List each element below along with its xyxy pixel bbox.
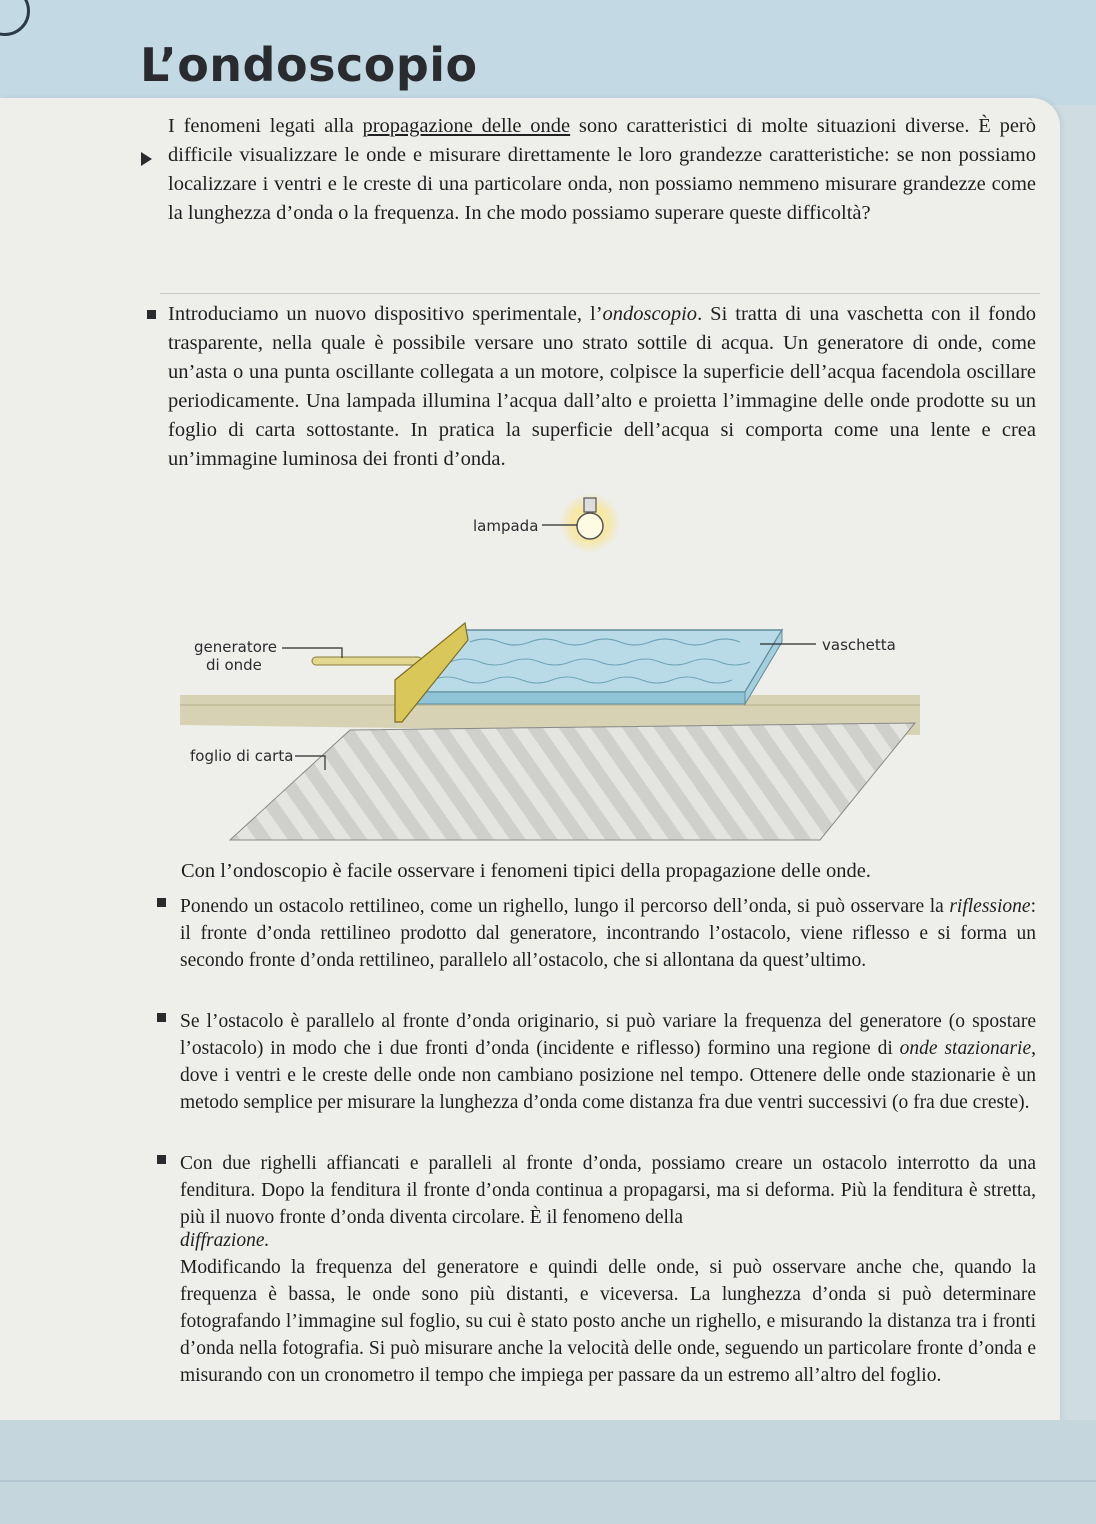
section-divider [160, 293, 1040, 294]
generator-rod [312, 657, 422, 665]
propagation-link[interactable]: propagazione delle onde [362, 115, 571, 137]
diffraction-paragraph: Con due righelli affiancati e paralleli al fronte d’onda, possiamo creare un ostacolo interrotto da una fenditura. Dopo la fenditura il fronte d’onda continua a propagarsi, ma si deforma. Più la fenditura è stretta, più il nuovo fronte d’onda diventa circolare. È il fenomeno della [180, 1153, 1036, 1228]
square-bullet-icon [157, 1155, 166, 1164]
intro-paragraph: I fenomeni legati alla propagazione delle onde sono caratteristici di molte situazioni diverse. È però difficile visualizzare le onde e misurare direttamente le loro grandezze caratteristiche: se non possiamo localizzare i ventri e le creste di una particolare onda, non possiamo nemmeno misurare grandezze come la lunghezza d’onda o la frequenza. In che modo possiamo superare queste difficoltà? [168, 115, 1037, 224]
triangle-bullet-icon [141, 152, 152, 166]
page-title: L’ondoscopio [140, 38, 478, 92]
label-di-onde: di onde [206, 656, 262, 674]
square-bullet-icon [147, 310, 156, 319]
square-bullet-icon [157, 898, 166, 907]
label-lampada: lampada [473, 517, 539, 535]
label-vaschetta: vaschetta [822, 636, 896, 654]
diffraction-term: diffrazione. [180, 1230, 270, 1251]
reflection-paragraph: Ponendo un ostacolo rettilineo, come un righello, lungo il percorso dell’onda, si può osservare la riflessione: il fronte d’onda rettilineo prodotto dal generatore, incontrando l’ostacolo, viene riflesso e si forma un secondo fronte d’onda rettilineo, parallelo all’ostacolo, che si allontana da quest’ultimo. [180, 896, 1036, 971]
ondoscopio-paragraph: Introduciamo un nuovo dispositivo sperimentale, l’ondoscopio. Si tratta di una vaschetta con il fondo trasparente, nella quale è possibile versare uno strato sottile di acqua. Un generatore di onde, come un’asta o una punta oscillante collegata a un motore, colpisce la superficie dell’acqua facendola oscillare periodicamente. Una lampada illumina l’acqua dall’alto e proietta l’immagine delle onde prodotte su un foglio di carta sottostante. In pratica la superficie dell’acqua si comporta come una lente e crea un’immagine luminosa dei fronti d’onda. [168, 303, 1036, 470]
frequency-paragraph: Modificando la frequenza del generatore e quindi delle onde, si può osservare anche che, quando la frequenza è bassa, le onde sono più distanti, e viceversa. La lunghezza d’onda si può determinare fotografando l’immagine sul foglio, su cui è stato posto anche un righello, e misurando la distanza tra i fronti d’onda nella fotografia. Si può misurare anche la velocità delle onde, seguendo un particolare fronte d’onda e misurando con un cronometro il tempo che impiega per passare da un estremo all’altro del foglio. [180, 1257, 1036, 1386]
label-generatore: generatore [194, 638, 277, 656]
footer-band [0, 1420, 1096, 1524]
square-bullet-icon [157, 1013, 166, 1022]
label-foglio-di-carta: foglio di carta [190, 747, 294, 765]
figure-caption: Con l’ondoscopio è facile osservare i fenomeni tipici della propagazione delle onde. [181, 860, 871, 882]
standing-waves-paragraph: Se l’ostacolo è parallelo al fronte d’onda originario, si può variare la frequenza del generatore (o spostare l’ostacolo) in modo che i due fronti d’onda (incidente e riflesso) formino una regione di onde stazionarie, dove i ventri e le creste delle onde non cambiano posizione nel tempo. Ottenere delle onde stazionarie è un metodo semplice per misurare la lunghezza d’onda come distanza fra due ventri successivi (o fra due creste). [180, 1011, 1036, 1113]
ondoscope-diagram [170, 490, 930, 850]
lamp-bulb-icon [577, 513, 603, 539]
paper-sheet [230, 723, 915, 840]
